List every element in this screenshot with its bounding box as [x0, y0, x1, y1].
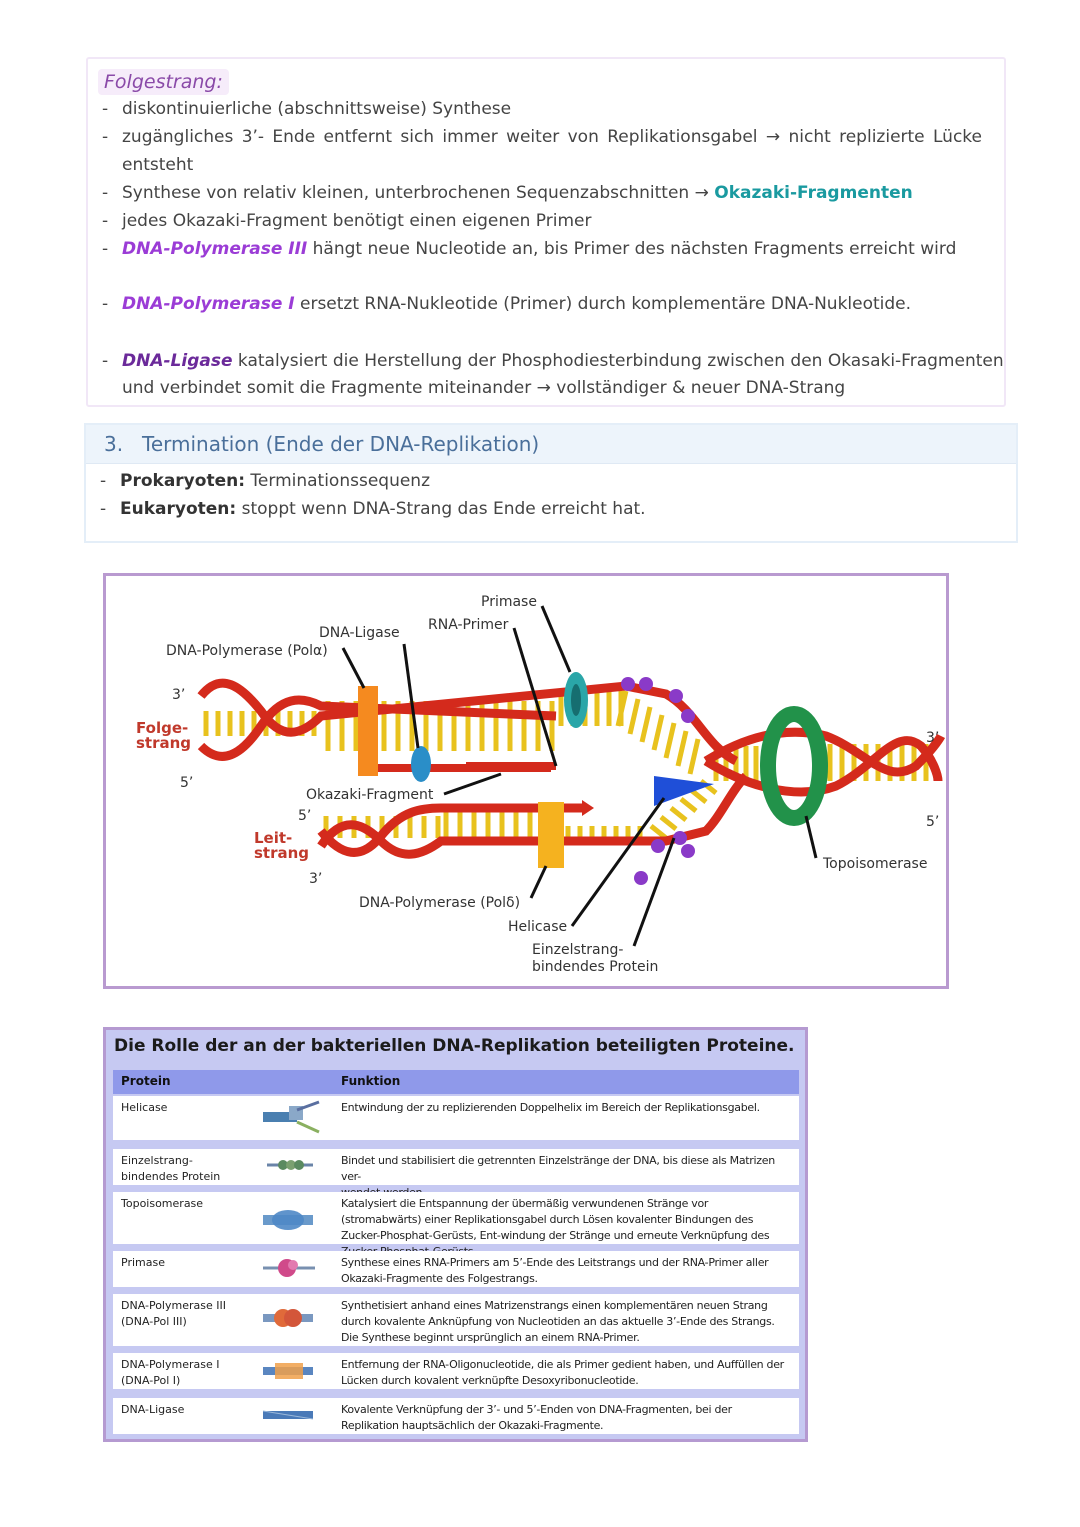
base-rung — [678, 731, 686, 766]
label-lagging-5: 5’ — [180, 775, 194, 791]
label-ssb-2: bindendes Protein — [532, 959, 659, 975]
header-protein: Protein — [121, 1074, 171, 1088]
protein-name: Einzelstrang- bindendes Protein — [121, 1154, 221, 1183]
label-pol-delta: DNA-Polymerase (Polδ) — [359, 895, 521, 911]
label-rna-primer: RNA-Primer — [428, 617, 509, 633]
protein-function: Synthese eines RNA-Primers am 5’-Ende des Leitstrangs und der RNA-Primer aller Okazaki-Fragmente des Folgestrangs. — [341, 1256, 769, 1285]
label-okazaki: Okazaki-Fragment — [306, 787, 434, 803]
base-rung — [661, 817, 676, 829]
label-leitstrang-1: Leit- — [254, 829, 293, 847]
protein-name: Topoisomerase — [121, 1197, 204, 1210]
helicase-icon — [253, 1100, 323, 1140]
label-folgestrang-2: strang — [136, 734, 192, 752]
dna-ligase — [411, 746, 431, 782]
label-right-3: 3’ — [926, 730, 940, 746]
header-function: Funktion — [341, 1074, 401, 1088]
label-pol-alpha: DNA-Polymerase (Polα) — [166, 643, 328, 659]
primase-icon — [253, 1257, 323, 1283]
pol3-highlight: DNA-Polymerase III — [122, 239, 308, 259]
ligase-highlight: DNA-Ligase — [122, 351, 233, 371]
protein-function: Bindet und stabilisiert die getrennten Einzelstränge der DNA, bis diese als Matrizen ver- — [341, 1154, 775, 1183]
table-row — [113, 1096, 799, 1140]
base-rung — [642, 707, 650, 742]
label-leading-3: 3’ — [309, 871, 323, 887]
pol1-icon — [253, 1359, 323, 1385]
ssb-icon — [253, 1155, 323, 1179]
section-number: 3. — [104, 432, 124, 456]
termination-title: Termination (Ende der DNA-Replikation) — [142, 432, 540, 456]
ligase-icon — [253, 1406, 323, 1428]
pol3-icon — [253, 1302, 323, 1340]
table-row — [113, 1251, 799, 1287]
table-row — [113, 1294, 799, 1346]
label-ssb-1: Einzelstrang- — [532, 942, 624, 958]
replication-fork-diagram — [103, 573, 949, 989]
label-primase: Primase — [481, 594, 537, 610]
folgestrang-box: Folgestrang: - diskontinuierliche (abschnittsweise) Synthese - zugängliches 3’- Ende entfernt sich immer weiter von Replikationsgabel → nicht replizierte Lücke entsteht - Synthese von relativ kleinen, unterbrochenen Sequenzabschnitten → Okazaki-Fragmenten - jedes Okazaki-Fragment benötigt einen eigenen Primer - DNA-Polymerase III hängt neue Nucleotide an, bis Primer des nächsten Fragments erreicht wird - DNA-Polymerase I ersetzt RNA-Nukleotide (Primer) durch komplementäre DNA-Nukleotide. - DNA-Ligase katalysiert die Herstellung der Phosphodiesterbindung zwischen den Okasaki-Fragmenten und verbindet somit die Fragmente miteinander → vollständiger & neuer DNA-Strang — [86, 57, 1006, 407]
protein-name: DNA-Polymerase III (DNA-Pol III) — [121, 1299, 226, 1328]
table-row — [113, 1353, 799, 1389]
termination-header — [86, 425, 1016, 464]
table-row — [113, 1398, 799, 1434]
base-rung — [651, 826, 666, 838]
pol1-highlight: DNA-Polymerase I — [122, 294, 295, 314]
label-helicase: Helicase — [508, 919, 568, 935]
table-title: Die Rolle der an der bakteriellen DNA-Replikation beteiligten Proteine. — [114, 1036, 795, 1056]
label-right-5: 5’ — [926, 814, 940, 830]
base-rung — [630, 699, 638, 734]
base-rung — [666, 723, 674, 758]
protein-function: Katalysiert die Entspannung der übermäßig verwundenen Stränge vor (stromabwärts) einer Replikationsgabel durch Lösen kovalenter Bindungen des Zucker-Phosphat-Gerüsts, Ent-windung der Stränge und erneute Verknüpfung des — [341, 1197, 770, 1242]
table-row — [113, 1149, 799, 1185]
label-lagging-3: 3’ — [172, 687, 186, 703]
leading-strand-arrow — [582, 800, 594, 816]
base-rung — [671, 808, 686, 820]
protein-function: Entfernung der RNA-Oligonucleotide, die als Primer gedient haben, und Auffüllen der Lücken durch kovalent verknüpfte Desoxyribonucleotide. — [341, 1358, 784, 1387]
base-rung — [681, 799, 696, 811]
protein-name: Primase — [121, 1256, 165, 1269]
replication-fork-svg — [106, 576, 946, 986]
table-header — [113, 1070, 799, 1094]
pol-delta — [538, 802, 564, 868]
folgestrang-heading: Folgestrang: — [98, 69, 229, 95]
label-folgestrang-1: Folge- — [136, 719, 189, 737]
protein-function: Synthetisiert anhand eines Matrizenstrangs einen komplementären neuen Strang durch kovalente Anknüpfung von Nucleotiden an das aktuelle 3’-Ende des Strangs. Die Synthese beginnt ursprünglich an einem RNA-Primer. — [341, 1299, 775, 1344]
protein-function: Kovalente Verknüpfung der 3’- und 5’-Enden von DNA-Fragmenten, bei der Replikation hauptsächlich der Okazaki-Fragmente. — [341, 1403, 732, 1432]
label-dna-ligase: DNA-Ligase — [319, 625, 400, 641]
table-row — [113, 1192, 799, 1244]
label-leading-5: 5’ — [298, 808, 312, 824]
base-rung — [691, 790, 706, 802]
protein-table — [103, 1027, 808, 1442]
protein-function: Entwindung der zu replizierenden Doppelhelix im Bereich der Replikationsgabel. — [341, 1101, 760, 1114]
label-topoisomerase: Topoisomerase — [823, 856, 928, 872]
protein-name: DNA-Polymerase I (DNA-Pol I) — [121, 1358, 220, 1387]
pol-alpha — [358, 686, 378, 776]
okazaki-highlight: Okazaki-Fragmenten — [714, 183, 913, 203]
protein-name: DNA-Ligase — [121, 1403, 185, 1416]
protein-name: Helicase — [121, 1101, 168, 1114]
label-leitstrang-2: strang — [254, 844, 310, 862]
termination-box: 3. Termination (Ende der DNA-Replikation) - Prokaryoten: Terminationssequenz - Eukaryoten: stoppt wenn DNA-Strang das Ende erreicht hat. — [84, 423, 1018, 543]
base-rung — [690, 739, 698, 774]
topoisomerase-icon — [253, 1208, 323, 1236]
base-rung — [654, 715, 662, 750]
